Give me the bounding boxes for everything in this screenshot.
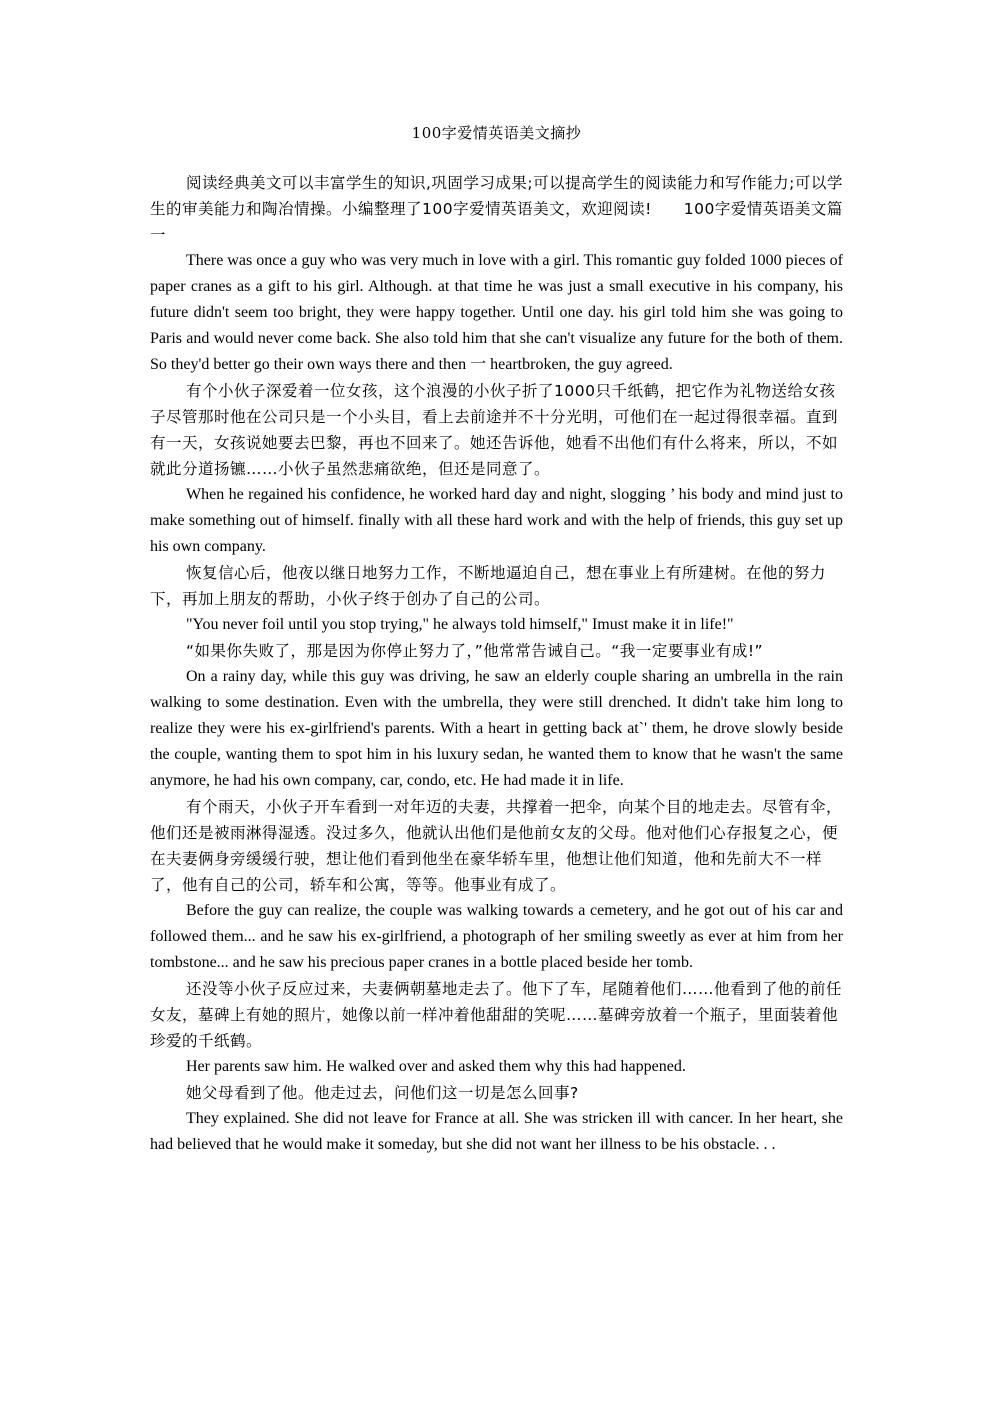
chinese-paragraph-2: 恢复信心后，他夜以继日地努力工作，不断地逼迫自己，想在事业上有所建树。在他的努力下，再加上朋友的帮助，小伙子终于创办了自己的公司。 bbox=[150, 564, 827, 608]
english-paragraph-5: Her parents saw him. He walked over and asked them why this had happened. bbox=[186, 1058, 686, 1075]
english-paragraph-6: They explained. She did not leave for France at all. She was stricken ill with cancer. In her heart, she had believed that he would make it someday, but she did not want her illness to be his obstacle. . . bbox=[150, 1110, 843, 1153]
intro-paragraph: 阅读经典美文可以丰富学生的知识,巩固学习成果;可以提高学生的阅读能力和写作能力;可以学生的审美能力和陶冶情操。小编整理了100字爱情英语美文，欢迎阅读! 100字爱情英语美文篇一 bbox=[150, 174, 843, 244]
chinese-paragraph-3: 有个雨天，小伙子开车看到一对年迈的夫妻，共撑着一把伞，向某个目的地走去。尽管有伞，他们还是被雨淋得湿透。没过多久，他就认出他们是他前女友的父母。他对他们心存报复之心，便在夫妻俩身旁缓缓行驶，想让他们看到他坐在豪华轿车里，他想让他们知道，他和先前大不一样了，他有自己的公司，轿车和公寓，等等。他事业有成了。 bbox=[150, 798, 843, 894]
english-paragraph-3: On a rainy day, while this guy was driving, he saw an elderly couple sharing an umbrella in the rain walking to some destination. Even with the umbrella, they were still drenched. It didn't take him long to realize they were his ex-girlfriend's parents. With a heart in getting back at`' them, he drove slowly beside the couple, wanting them to spot him in his luxury sedan, he wanted them to know that he wasn't the same anymore, he had his own company, car, condo, etc. He had made it in life. bbox=[150, 668, 843, 789]
english-quote: "You never foil until you stop trying," he always told himself," Imust make it in life!" bbox=[186, 616, 734, 633]
chinese-quote: “如果你失败了，那是因为你停止努力了，”他常常告诫自己。“我一定要事业有成!” bbox=[186, 642, 764, 660]
english-paragraph-4: Before the guy can realize, the couple was walking towards a cemetery, and he got out of his car and followed them... and he saw his ex-girlfriend, a photograph of her smiling sweetly as ever at him from her tombstone... and he saw his precious paper cranes in a bottle placed beside her tomb. bbox=[150, 902, 843, 971]
chinese-paragraph-5: 她父母看到了他。他走过去，问他们这一切是怎么回事? bbox=[186, 1084, 579, 1102]
english-paragraph-2: When he regained his confidence, he worked hard day and night, slogging ’ his body and mind just to make something out of himself. finally with all these hard work and with the help of friends, this guy set up his own company. bbox=[150, 486, 843, 555]
chinese-paragraph-4: 还没等小伙子反应过来，夫妻俩朝墓地走去了。他下了车，尾随着他们……他看到了他的前任女友，墓碑上有她的照片，她像以前一样冲着他甜甜的笑呢……墓碑旁放着一个瓶子，里面装着他珍爱的千纸鹤。 bbox=[150, 980, 843, 1050]
document-body bbox=[150, 170, 843, 1158]
english-paragraph-1: There was once a guy who was very much in love with a girl. This romantic guy folded 1000 pieces of paper cranes as a gift to his girl. Although. at that time he was just a small executive in his company, his future didn't seem too bright, they were happy together. Until one day. his girl told him she was going to Paris and would never come back. She also told him that she can't visualize any future for the both of them. So they'd better go their own ways there and then 一 heartbroken, the guy agreed. bbox=[150, 252, 843, 373]
chinese-paragraph-1: 有个小伙子深爱着一位女孩，这个浪漫的小伙子折了1000只千纸鹤，把它作为礼物送给女孩子尽管那时他在公司只是一个小头目，看上去前途并不十分光明，可他们在一起过得很幸福。直到有一天，女孩说她要去巴黎，再也不回来了。她还告诉他，她看不出他们有什么将来，所以，不如就此分道扬镳……小伙子虽然悲痛欲绝，但还是同意了。 bbox=[150, 382, 839, 478]
document-title: 100字爱情英语美文摘抄 bbox=[411, 124, 582, 142]
